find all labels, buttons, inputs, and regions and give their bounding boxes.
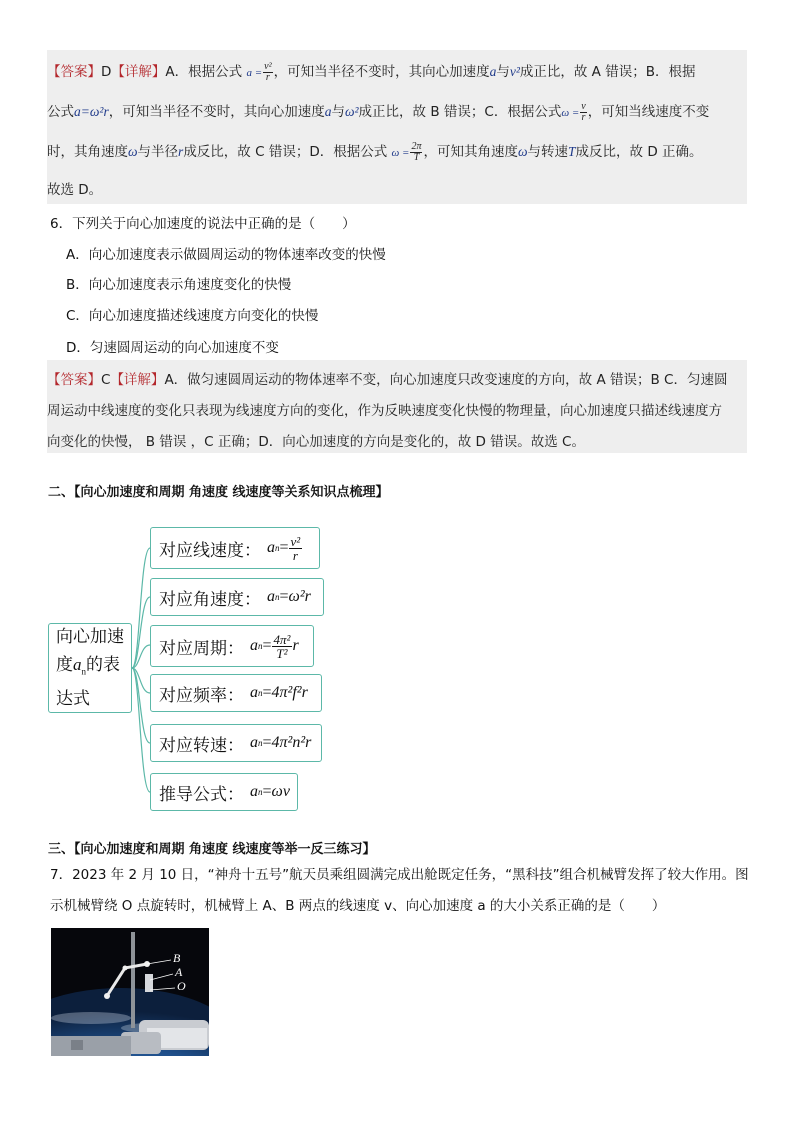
sub: n [258,787,263,797]
text: 与 [331,104,345,120]
num: v² [290,533,301,549]
lhs: a [250,783,258,800]
den: T² [276,645,288,661]
eq: = [262,783,272,800]
symbol-omega: ω [128,144,138,159]
question-6-option-d: D．匀速圆周运动的向心加速度不变 [66,340,279,356]
root-line-3: 达式 [56,689,90,709]
answer-6-line-3: 向变化的快慢， B 错误 ，C 正确；D．向心加速度的方向是变化的，故 D 错误。故选 C。 [47,434,585,450]
mindmap-item-linear-speed [150,527,320,569]
sub: n [275,592,280,602]
label-O: O [177,979,186,993]
item-formula [267,588,311,606]
mindmap-item-frequency [150,674,322,712]
text: 公式 [47,104,74,120]
text: 与半径 [137,144,179,160]
root-symbol: a [73,654,82,674]
symbol-v2: v² [509,64,520,79]
lhs: a [250,637,258,654]
item-label: 对应周期： [159,638,244,658]
sub: n [258,738,263,748]
root-line-2 [56,651,120,685]
formula-fraction [580,102,586,123]
question-6-option-b: B．向心加速度表示角速度变化的快慢 [66,277,292,293]
lhs: a [267,539,275,556]
answer-label: 【答案】 [47,372,101,388]
sub: n [275,543,280,553]
text: ，可知当半径不变时，其向心加速度 [273,64,490,80]
mindmap-item-angular-speed [150,578,324,616]
fraction [272,633,293,660]
label-B: B [173,951,181,965]
num: 4π² [273,631,291,647]
eq: = [262,637,272,654]
formula-omega2r: a=ω²r [74,104,109,119]
answer-choice: C [101,372,111,388]
space-station-arm-photo [51,928,209,1056]
answer-5-block [47,50,747,204]
text: A．根据公式 [165,64,243,80]
question-6-option-c: C．向心加速度描述线速度方向变化的快慢 [66,308,319,324]
text: 成反比，故 C 错误；D．根据公式 [183,144,388,160]
eq: = [262,734,272,751]
text: 成正比，故 B 错误；C．根据公式 [358,104,562,120]
fraction [289,535,303,562]
item-formula [267,535,302,562]
item-formula [250,734,311,752]
answer-5-line-3 [47,140,703,163]
section-2-title: 二、【向心加速度和周期 角速度 线速度等关系知识点梳理】 [48,485,389,500]
section-3-title: 三、【向心加速度和周期 角速度 线速度等举一反三练习】 [48,842,376,857]
answer-5-line-1 [47,60,695,83]
lhs: a [250,684,258,701]
eq: = [279,588,289,605]
question-6-stem: 6．下列关于向心加速度的说法中正确的是（ ） [50,216,356,232]
item-label: 对应频率： [159,685,244,705]
symbol-T: T [568,144,576,159]
answer-6-line-2: 周运动中线速度的变化只表现为线速度方向的变化，作为反映速度变化快慢的物理量，向心加速度只描述线速度方 [47,403,722,419]
mindmap-item-period [150,625,314,667]
formula-lhs: ω = [391,147,410,159]
frac-den: r [581,111,586,123]
frac-num: 2π [411,140,422,152]
item-formula [250,633,299,660]
answer-5-line-4: 故选 D。 [47,182,103,198]
text: ，可知其角速度 [423,144,518,160]
text: 时，其角速度 [47,144,128,160]
mindmap-item-rotation-speed [150,724,322,762]
root-line-1: 向心加速 [56,626,124,646]
eq: = [279,539,289,556]
item-label: 对应线速度： [159,540,261,560]
expr: ωv [271,783,290,800]
item-formula [250,684,308,702]
answer-5-line-2 [47,100,709,123]
text: ，可知当半径不变时，其向心加速度 [108,104,325,120]
text: A．做匀速圆周运动的物体速率不变，向心加速度只改变速度的方向，故 A 错误；B C．匀速圆 [164,372,728,388]
text: ，可知当线速度不变 [587,104,710,120]
sub: n [258,641,263,651]
expr: ω²r [288,588,311,605]
sub: n [258,688,263,698]
question-7-line-1: 7．2023 年 2 月 10 日，“神舟十五号”航天员乘组圆满完成出舱既定任务，“黑科技”组合机械臂发挥了较大作用。图 [50,867,749,883]
expr: 4π²n²r [271,734,312,751]
symbol-omega2: ω² [344,104,359,119]
question-6-option-a: A．向心加速度表示做圆周运动的物体速率改变的快慢 [66,247,386,263]
item-label: 推导公式： [159,784,244,804]
answer-6-line-1 [47,368,727,388]
answer-label: 【答案】 [47,64,101,80]
tail: r [292,637,299,654]
text: 成正比，故 A 错误；B．根据 [519,64,696,80]
item-formula [250,783,290,801]
mindmap-root [48,623,132,713]
label-A: A [175,965,183,979]
root-subscript: n [81,666,86,677]
root-text: 度 [56,654,73,674]
den: r [292,547,298,563]
symbol-a: a [324,104,332,119]
answer-choice: D [101,64,112,80]
detail-label: 【详解】 [110,372,165,388]
symbol-r: r [178,144,184,159]
expr: 4π²f²r [271,684,308,701]
frac-den: T [413,151,420,163]
text: 成反比，故 D 正确。 [575,144,703,160]
formula-fraction [263,62,272,83]
symbol-omega: ω [517,144,528,159]
item-label: 对应角速度： [159,589,261,609]
symbol-a: a [489,64,497,79]
formula-lhs: a = [246,67,263,79]
eq: = [262,684,272,701]
item-label: 对应转速： [159,735,244,755]
frac-num: v [581,100,586,112]
text: 与转速 [527,144,569,160]
frac-den: r [265,71,270,83]
detail-label: 【详解】 [111,64,166,80]
lhs: a [267,588,275,605]
formula-lhs: ω = [561,107,580,119]
answer-6-block [47,360,747,453]
formula-fraction [410,142,422,163]
lhs: a [250,734,258,751]
mindmap-item-derived-formula [150,773,298,811]
question-7-line-2: 示机械臂绕 O 点旋转时，机械臂上 A、B 两点的线速度 v、向心加速度 a 的大小关系正确的是（ ） [50,898,666,914]
frac-num: v² [264,60,272,72]
root-text: 的表 [86,654,120,674]
text: 与 [496,64,510,80]
